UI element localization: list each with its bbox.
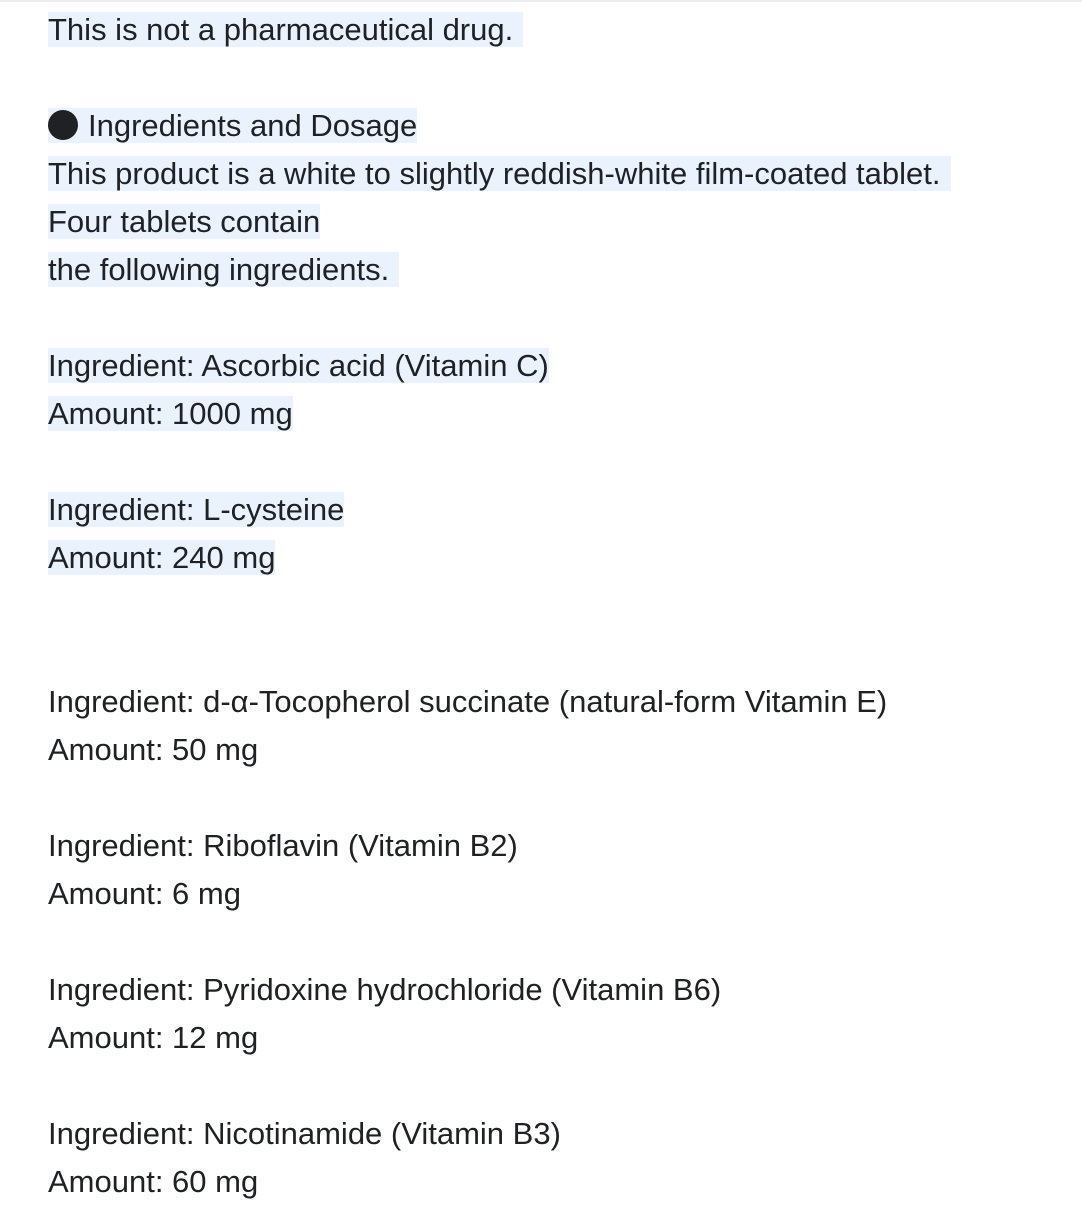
amount-text: Amount: 240 mg: [48, 540, 276, 575]
amount-text: Amount: 60 mg: [48, 1164, 259, 1199]
amount-line: [48, 390, 1048, 438]
spacer: [48, 774, 1048, 822]
ingredient-line: [48, 678, 1048, 726]
spacer: [48, 1062, 1048, 1110]
description-line-1: [48, 150, 1048, 198]
section-heading-text: Ingredients and Dosage: [88, 108, 418, 143]
amount-text: Amount: 12 mg: [48, 1020, 259, 1055]
ingredient-text: Ingredient: d-α-Tocopherol succinate (natural-form Vitamin E): [48, 684, 888, 719]
amount-text: Amount: 1000 mg: [48, 396, 293, 431]
amount-line: [48, 870, 1048, 918]
spacer: [48, 582, 1048, 678]
ingredient-line: [48, 342, 1048, 390]
bullet-icon: [48, 110, 78, 140]
amount-text: Amount: 6 mg: [48, 876, 241, 911]
description-text-3: the following ingredients.: [48, 252, 399, 287]
amount-text: Amount: 50 mg: [48, 732, 259, 767]
ingredient-text: Ingredient: L-cysteine: [48, 492, 345, 527]
top-divider: [0, 0, 1082, 2]
amount-line: [48, 1014, 1048, 1062]
section-heading-line: [48, 102, 1048, 150]
ingredient-line: [48, 1110, 1048, 1158]
ingredient-text: Ingredient: Nicotinamide (Vitamin B3): [48, 1116, 561, 1151]
description-text-2: Four tablets contain: [48, 204, 321, 239]
description-line-2: [48, 198, 1048, 246]
spacer: [48, 54, 1048, 102]
description-line-3: [48, 246, 1048, 294]
spacer: [48, 294, 1048, 342]
ingredient-text: Ingredient: Pyridoxine hydrochloride (Vitamin B6): [48, 972, 722, 1007]
notice-line: [48, 6, 1048, 54]
amount-line: [48, 726, 1048, 774]
ingredient-line: [48, 966, 1048, 1014]
description-text-1: This product is a white to slightly reddish-white film-coated tablet.: [48, 156, 951, 191]
spacer: [48, 438, 1048, 486]
document-body: [48, 6, 1048, 1206]
ingredient-line: [48, 486, 1048, 534]
ingredient-text: Ingredient: Ascorbic acid (Vitamin C): [48, 348, 549, 383]
spacer: [48, 918, 1048, 966]
amount-line: [48, 534, 1048, 582]
notice-text: This is not a pharmaceutical drug.: [48, 12, 523, 47]
section-heading: [48, 108, 417, 143]
ingredient-line: [48, 822, 1048, 870]
ingredient-text: Ingredient: Riboflavin (Vitamin B2): [48, 828, 518, 863]
amount-line: [48, 1158, 1048, 1206]
